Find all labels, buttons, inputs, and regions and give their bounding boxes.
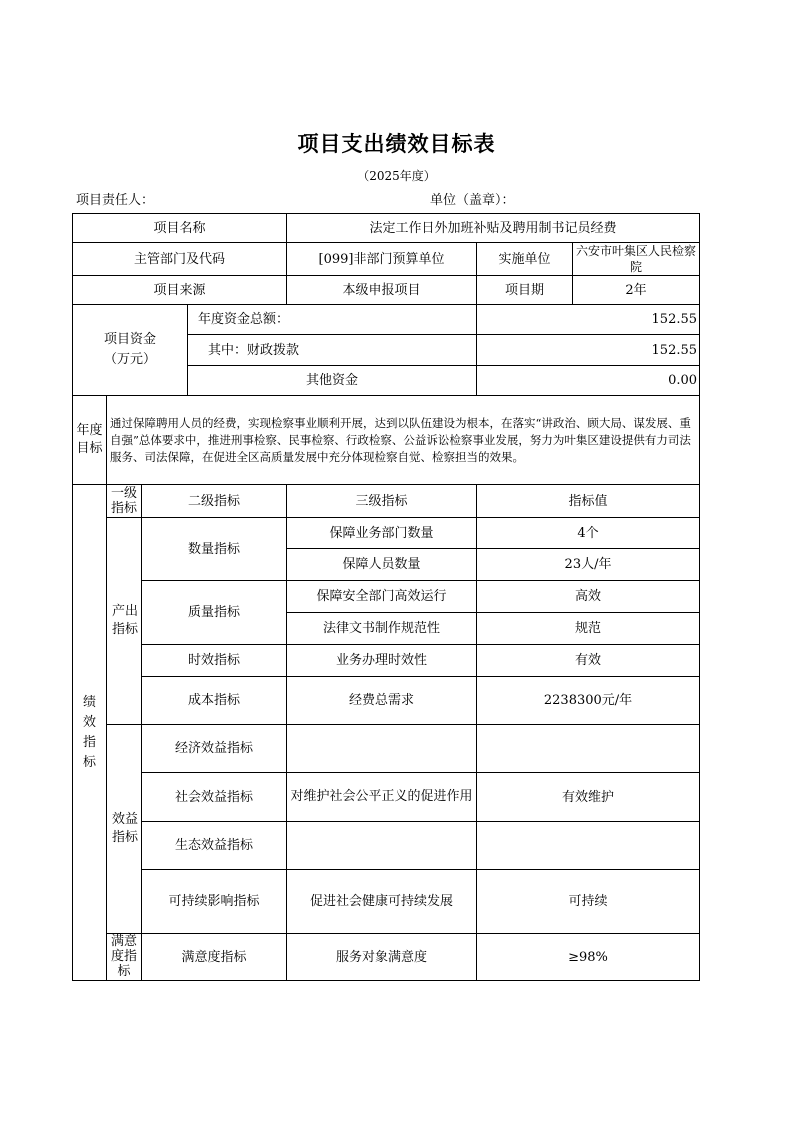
performance-table	[72, 213, 700, 981]
econ-l3	[287, 725, 477, 773]
quantity-val-2: 23人/年	[477, 549, 700, 581]
annual-goal-label	[73, 396, 107, 485]
quality-l3-1: 保障安全部门高效运行	[287, 581, 477, 613]
head-level1	[107, 485, 142, 518]
other-funds-label: 其他资金	[188, 366, 477, 396]
quality-indicator-label: 质量指标	[142, 581, 287, 645]
sustain-l3-1: 促进社会健康可持续发展	[287, 870, 477, 934]
quantity-indicator-label: 数量指标	[142, 518, 287, 581]
quality-val-2: 规范	[477, 613, 700, 645]
benefit-indicator-label-text: 效益指标	[111, 812, 138, 845]
impl-unit-value: 六安市叶集区人民检察院	[573, 243, 700, 276]
unit-seal-label: 单位（盖章）：	[430, 193, 515, 208]
quality-l3-2: 法律文书制作规范性	[287, 613, 477, 645]
head-level1-text: 一级指标	[110, 485, 137, 516]
funds-label	[73, 305, 188, 396]
period-label: 项目期	[477, 276, 573, 305]
period-value: 2年	[573, 276, 700, 305]
annual-goal-label-text: 年度目标	[76, 423, 103, 456]
source-label: 项目来源	[73, 276, 287, 305]
econ-indicator-label: 经济效益指标	[142, 725, 287, 773]
head-level2: 二级指标	[142, 485, 287, 518]
time-val-1: 有效	[477, 645, 700, 677]
source-value: 本级申报项目	[287, 276, 477, 305]
impl-unit-label: 实施单位	[477, 243, 573, 276]
funds-label-text: 项目资金（万元）	[103, 332, 156, 367]
social-val-1: 有效维护	[477, 773, 700, 822]
cost-val-1: 2238300元/年	[477, 677, 700, 725]
satisfaction-l1-label	[107, 934, 142, 981]
quantity-l3-2: 保障人员数量	[287, 549, 477, 581]
eco-indicator-label: 生态效益指标	[142, 822, 287, 870]
responsible-person-label: 项目责任人：	[76, 193, 155, 208]
head-level3: 三级指标	[287, 485, 477, 518]
satisfaction-indicator-label: 满意度指标	[142, 934, 287, 981]
page-title: 项目支出绩效目标表	[297, 132, 496, 156]
time-l3-1: 业务办理时效性	[287, 645, 477, 677]
cost-indicator-label: 成本指标	[142, 677, 287, 725]
project-name-value: 法定工作日外加班补贴及聘用制书记员经费	[287, 214, 700, 243]
eco-val	[477, 822, 700, 870]
other-funds-value: 0.00	[477, 366, 700, 396]
output-indicator-label-text: 产出指标	[111, 604, 138, 637]
annual-goal-text: 通过保障聘用人员的经费，实现检察事业顺利开展，达到以队伍建设为根本，在落实“讲政治、顾大局、谋发展、重自强”总体要求中，推进刑事检察、民事检察、行政检察、公益诉讼检察事业发展，努力为叶集区建设提供有力司法服务、司法保障，在促进全区高质量发展中充分体现检察自觉、检察担当的效果。	[107, 396, 700, 485]
head-value: 指标值	[477, 485, 700, 518]
project-name-label: 项目名称	[73, 214, 287, 243]
social-indicator-label: 社会效益指标	[142, 773, 287, 822]
econ-val	[477, 725, 700, 773]
time-indicator-label: 时效指标	[142, 645, 287, 677]
dept-label: 主管部门及代码	[73, 243, 287, 276]
dept-value: [099]非部门预算单位	[287, 243, 477, 276]
satisfaction-val-1: ≥98%	[477, 934, 700, 981]
quantity-val-1: 4个	[477, 518, 700, 549]
benefit-indicator-label	[107, 725, 142, 934]
sustain-indicator-label: 可持续影响指标	[142, 870, 287, 934]
annual-total-value: 152.55	[477, 305, 700, 335]
satisfaction-l3-1: 服务对象满意度	[287, 934, 477, 981]
satisfaction-l1-label-text: 满意度指标	[110, 934, 137, 979]
output-indicator-label	[107, 518, 142, 725]
fiscal-value: 152.55	[477, 335, 700, 366]
sustain-val-1: 可持续	[477, 870, 700, 934]
fiscal-year: （2025年度）	[357, 169, 436, 183]
annual-total-label: 年度资金总额：	[188, 305, 477, 335]
cost-l3-1: 经费总需求	[287, 677, 477, 725]
quality-val-1: 高效	[477, 581, 700, 613]
perf-indicator-label	[73, 485, 107, 981]
quantity-l3-1: 保障业务部门数量	[287, 518, 477, 549]
perf-indicator-label-text: 绩效指标	[82, 694, 96, 770]
social-l3-1: 对维护社会公平正义的促进作用	[287, 773, 477, 822]
eco-l3	[287, 822, 477, 870]
fiscal-label: 其中：财政拨款	[188, 335, 477, 366]
